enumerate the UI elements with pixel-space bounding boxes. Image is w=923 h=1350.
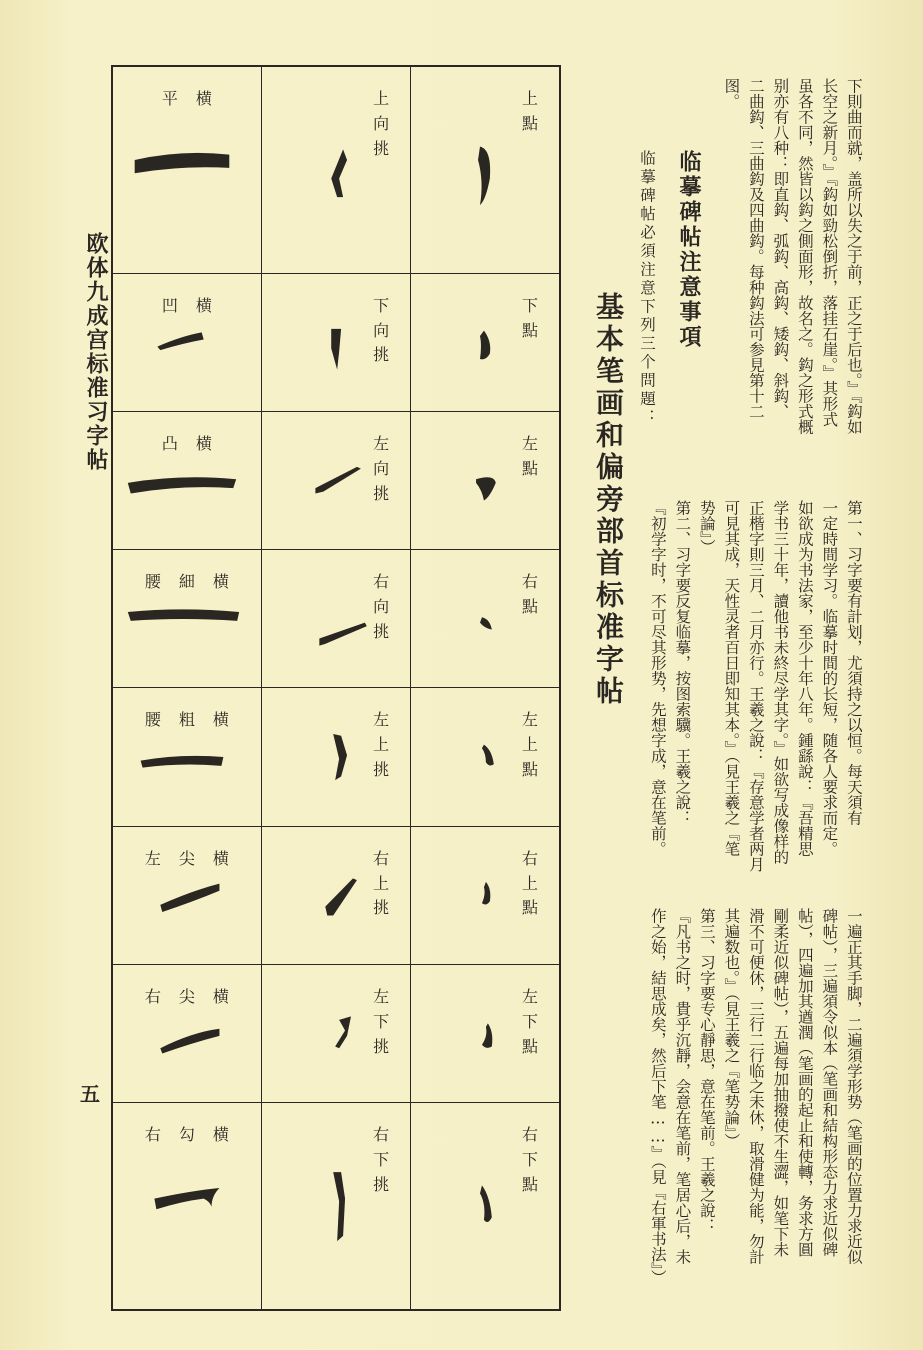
section-title: 临摹碑帖注意事項 bbox=[676, 150, 701, 350]
side-title: 欧体九成宫标准习字帖 bbox=[83, 232, 108, 472]
text-column: 如欲成为书法家，至少十年八年。鍾繇說：『吾精思 bbox=[795, 500, 814, 857]
stroke-label: 左下挑 bbox=[373, 986, 390, 1056]
stroke-label: 凹横 bbox=[161, 295, 230, 315]
grid-cell-left bbox=[112, 66, 261, 273]
text-column: 别亦有八种：即直鈎、弧鈎、高鈎、矮鈎、斜鈎、 bbox=[771, 78, 790, 419]
stroke-label: 平横 bbox=[161, 89, 230, 108]
text-column: 『初学字时，不可尽其形势，先想字成，意在笔前。 bbox=[648, 500, 667, 857]
stroke-shape bbox=[315, 467, 360, 494]
text-column: 正楷字則三月、二月亦行。王羲之說：『存意学者两月 bbox=[746, 500, 765, 872]
grid-row bbox=[112, 826, 560, 964]
text-column: 二曲鈎、三曲鈎及四曲鈎。每种鈎法可参見第十二 bbox=[746, 78, 765, 419]
text-column: 一遍正其手脚，二遍須学形势（笔画的位置力求近似 bbox=[844, 908, 863, 1265]
text-column: 作之始，結思成矣，然后下笔……』（見『右軍书法』） bbox=[648, 908, 667, 1285]
grid-cell-mid bbox=[261, 1103, 410, 1310]
text-column: 学书三十年，讀他书未終尽学其字。』如欲写成像样的 bbox=[771, 500, 790, 865]
stroke-label: 左尖横 bbox=[144, 848, 247, 868]
stroke-shape bbox=[482, 1023, 492, 1047]
stroke-label: 右勾横 bbox=[144, 1125, 247, 1145]
stroke-shape bbox=[160, 883, 219, 911]
grid-row bbox=[112, 412, 560, 550]
grid-cell-right bbox=[411, 550, 560, 688]
text-column: 长空之新月。』『鈎如勁松倒折，落挂石崖。』其形式 bbox=[820, 78, 839, 427]
text-column: 其遍数也。』（見王羲之『笔势論』） bbox=[722, 908, 741, 1149]
text-column: 碑帖），三遍須令似本（笔画和結构形态力求近似碑 bbox=[820, 908, 839, 1257]
stroke-shape bbox=[476, 477, 496, 500]
stroke-label: 右點 bbox=[521, 572, 538, 617]
grid-cell-left bbox=[112, 688, 261, 826]
stroke-label: 左點 bbox=[521, 434, 538, 478]
stroke-label: 左向挑 bbox=[373, 434, 390, 503]
stroke-shape bbox=[482, 745, 494, 766]
stroke-shape bbox=[482, 882, 490, 905]
stroke-label: 下點 bbox=[521, 295, 538, 340]
grid-cell-right bbox=[411, 964, 560, 1102]
stroke-label: 左上點 bbox=[521, 710, 538, 780]
grid-cell-mid bbox=[261, 550, 410, 688]
text-column: 第三、习字要专心靜思，意在笔前。王羲之說： bbox=[697, 908, 716, 1234]
stroke-label: 上向挑 bbox=[373, 89, 390, 158]
grid-row bbox=[112, 273, 560, 411]
stroke-shape bbox=[128, 610, 239, 622]
grid-cell-right bbox=[411, 1103, 560, 1310]
stroke-shape bbox=[157, 332, 203, 350]
stroke-shape bbox=[335, 1016, 351, 1048]
grid-cell-left bbox=[112, 826, 261, 964]
grid-cell-left bbox=[112, 273, 261, 411]
page-number: 五 bbox=[80, 1082, 100, 1106]
text-column: 『凡书之时，貴乎沉靜，会意在笔前，笔居心后，未 bbox=[673, 908, 692, 1265]
stroke-shape bbox=[331, 329, 341, 370]
stroke-shape bbox=[128, 477, 236, 493]
stroke-shape bbox=[480, 330, 490, 359]
grid-cell-mid bbox=[261, 66, 410, 273]
text-column: 第二、习字要反复临摹，按图索驥。王羲之說： bbox=[673, 500, 692, 826]
text-column: 可見其成，天性灵者百日即知其本。』（見王羲之『笔 bbox=[722, 500, 741, 857]
grid-cell-mid bbox=[261, 412, 410, 550]
stroke-shape bbox=[333, 735, 347, 781]
text-column: 滑不可便休，三行二行临之未休，取滑健为能，勿計 bbox=[746, 908, 765, 1265]
stroke-label: 左下點 bbox=[521, 986, 538, 1056]
stroke-shape bbox=[480, 1185, 492, 1222]
grid-cell-left bbox=[112, 1103, 261, 1310]
stroke-shape bbox=[319, 623, 366, 646]
stroke-shape bbox=[478, 147, 490, 205]
grid-cell-mid bbox=[261, 688, 410, 826]
text-column: 帖），四遍加其遒潤（笔画的起止和使轉，务求方圓 bbox=[795, 908, 814, 1257]
text-column: 一定時間学习。临摹时間的长短，随各人要求而定。 bbox=[820, 500, 839, 857]
stroke-label: 右下點 bbox=[521, 1125, 538, 1194]
text-column: 剛柔近似碑帖），五遍每加抽撥使不生澀，如笔下未 bbox=[771, 908, 790, 1257]
grid-row bbox=[112, 66, 560, 273]
grid-row bbox=[112, 550, 560, 688]
grid-cell-mid bbox=[261, 826, 410, 964]
grid-row bbox=[112, 964, 560, 1102]
stroke-label: 右上挑 bbox=[373, 848, 390, 918]
grid-cell-mid bbox=[261, 273, 410, 411]
grid-row bbox=[112, 688, 560, 826]
stroke-shape bbox=[154, 1188, 219, 1209]
main-title: 基本笔画和偏旁部首标准字帖 bbox=[592, 292, 625, 708]
stroke-shape bbox=[135, 153, 230, 173]
stroke-label: 腰粗横 bbox=[144, 710, 247, 730]
text-column: 图。 bbox=[722, 78, 741, 109]
stroke-label: 腰細横 bbox=[144, 572, 247, 592]
stroke-label: 右下挑 bbox=[373, 1125, 390, 1194]
text-column: 下則曲而就，盖所以失之于前，正之于后也。』『鈎如 bbox=[844, 78, 863, 435]
stroke-label: 右向挑 bbox=[373, 572, 390, 641]
text-column: 虽各不同，然皆以鈎之側面形，故名之。鈎之形式概 bbox=[795, 78, 814, 435]
grid-cell-right bbox=[411, 66, 560, 273]
stroke-shape bbox=[480, 618, 492, 630]
text-column: 势論』） bbox=[697, 500, 716, 555]
intro-text: 临摹碑帖必須注意下列三个問題： bbox=[638, 150, 656, 428]
grid-cell-right bbox=[411, 688, 560, 826]
stroke-label: 上點 bbox=[521, 89, 538, 133]
stroke-label: 左上挑 bbox=[373, 710, 390, 780]
grid-cell-right bbox=[411, 826, 560, 964]
grid-cell-left bbox=[112, 412, 261, 550]
grid-cell-right bbox=[411, 412, 560, 550]
stroke-grid bbox=[111, 65, 561, 1311]
stroke-label: 下向挑 bbox=[373, 295, 390, 365]
stroke-label: 右上點 bbox=[521, 848, 538, 918]
grid-cell-left bbox=[112, 550, 261, 688]
grid-cell-mid bbox=[261, 964, 410, 1102]
text-column: 第一、习字要有計划，尤須持之以恒。每天須有 bbox=[844, 500, 863, 826]
stroke-label: 右尖横 bbox=[144, 986, 247, 1006]
stroke-shape bbox=[325, 878, 357, 915]
grid-row bbox=[112, 1103, 560, 1310]
stroke-label: 凸横 bbox=[161, 434, 230, 454]
grid-cell-left bbox=[112, 964, 261, 1102]
stroke-shape bbox=[333, 1172, 345, 1241]
stroke-shape bbox=[331, 149, 347, 197]
stroke-shape bbox=[141, 756, 224, 768]
grid-cell-right bbox=[411, 273, 560, 411]
stroke-shape bbox=[160, 1029, 219, 1054]
